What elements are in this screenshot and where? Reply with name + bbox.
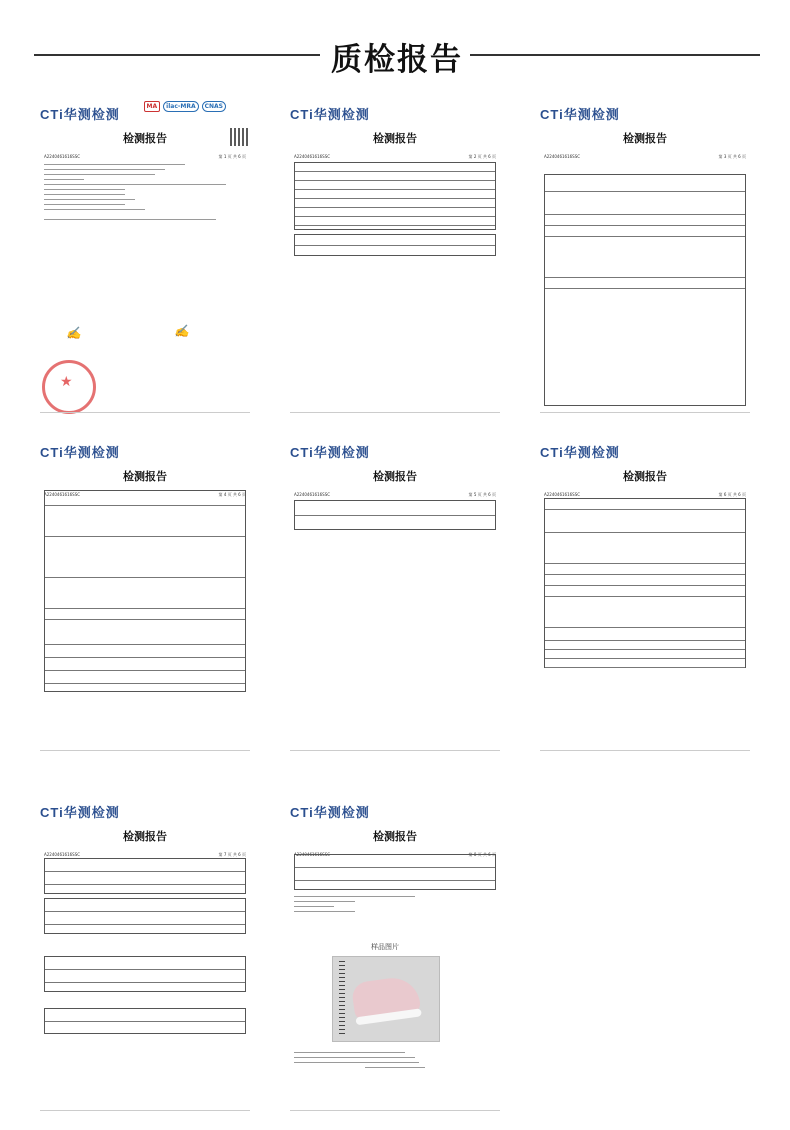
report-page-7[interactable] — [34, 796, 256, 1116]
page-header — [0, 18, 790, 78]
report-page-3[interactable] — [534, 98, 756, 418]
page-number: 第 5 页 共 6 页 — [468, 492, 496, 497]
result-table-1 — [44, 858, 246, 894]
report-page-1[interactable] — [34, 98, 256, 418]
text-block — [44, 164, 246, 224]
report-no: A2240461616SSC — [294, 852, 331, 857]
page-footer — [290, 750, 500, 752]
report-no: A2240461616SSC — [294, 154, 331, 159]
page-number: 第 2 页 共 6 页 — [468, 154, 496, 159]
cti-logo: CTi华测检测 — [40, 107, 120, 122]
summary-table — [294, 234, 496, 256]
ma-badge: MA — [144, 101, 161, 112]
report-meta — [544, 154, 746, 160]
report-meta — [294, 492, 496, 498]
doc-title: 检测报告 — [123, 470, 167, 483]
sample-picture-label: 样品图片 — [371, 943, 399, 951]
result-table-3 — [44, 956, 246, 992]
inspection-table — [544, 498, 746, 668]
page-number: 第 6 页 共 6 页 — [718, 492, 746, 497]
header-rule-left — [34, 54, 320, 56]
report-meta — [294, 154, 496, 160]
page-footer — [40, 1110, 250, 1112]
page-footer — [540, 412, 750, 414]
cti-logo: CTi华测检测 — [540, 107, 620, 122]
page-number: 第 8 页 共 6 页 — [468, 852, 496, 857]
report-no: A2240461616SSC — [44, 852, 81, 857]
shoe-icon — [351, 975, 422, 1022]
report-no: A2240461616SSC — [544, 154, 581, 159]
page-number: 第 4 页 共 6 页 — [218, 492, 246, 497]
report-no: A2240461616SSC — [44, 492, 81, 497]
page-footer — [40, 750, 250, 752]
doc-title: 检测报告 — [123, 132, 167, 145]
doc-title: 检测报告 — [623, 132, 667, 145]
result-table-2 — [44, 898, 246, 934]
inspection-table — [544, 174, 746, 406]
signature-1: ✍ — [66, 326, 81, 340]
doc-title: 检测报告 — [373, 132, 417, 145]
header-rule-right — [470, 54, 760, 56]
inspection-table — [44, 490, 246, 692]
cti-logo: CTi华测检测 — [40, 445, 120, 460]
sample-photo — [332, 956, 440, 1042]
report-page-2[interactable] — [284, 98, 506, 418]
page-number: 第 1 页 共 6 页 — [218, 154, 246, 159]
page-footer — [290, 412, 500, 414]
ruler-icon — [339, 961, 345, 1037]
official-stamp — [42, 360, 96, 414]
page-footer — [540, 750, 750, 752]
cti-logo: CTi华测检测 — [290, 445, 370, 460]
cti-logo: CTi华测检测 — [290, 107, 370, 122]
page-number: 第 3 页 共 6 页 — [718, 154, 746, 159]
doc-title: 检测报告 — [373, 830, 417, 843]
doc-title: 检测报告 — [373, 470, 417, 483]
signature-2: ✍ — [174, 324, 189, 338]
page-number: 第 7 页 共 6 页 — [218, 852, 246, 857]
page-footer — [40, 412, 250, 414]
cti-logo: CTi华测检测 — [540, 445, 620, 460]
notes-block — [294, 1052, 496, 1072]
result-table-4 — [44, 1008, 246, 1034]
cti-logo: CTi华测检测 — [40, 805, 120, 820]
cti-logo: CTi华测检测 — [290, 805, 370, 820]
cert-badges — [144, 101, 226, 112]
report-page-4[interactable] — [34, 436, 256, 756]
doc-title: 检测报告 — [623, 470, 667, 483]
report-no: A2240461616SSC — [44, 154, 81, 159]
notes-block — [294, 896, 496, 916]
result-table — [294, 500, 496, 530]
result-table — [294, 162, 496, 230]
report-no: A2240461616SSC — [294, 492, 331, 497]
result-table — [294, 854, 496, 890]
page-footer — [290, 1110, 500, 1112]
report-no: A2240461616SSC — [544, 492, 581, 497]
cnas-badge: CNAS — [202, 101, 226, 112]
ilac-badge: ilac-MRA — [163, 101, 198, 112]
doc-title: 检测报告 — [123, 830, 167, 843]
report-page-5[interactable] — [284, 436, 506, 756]
page-title: 质检报告 — [331, 42, 463, 78]
report-page-6[interactable] — [534, 436, 756, 756]
report-page-8[interactable] — [284, 796, 506, 1116]
report-meta — [44, 154, 246, 160]
